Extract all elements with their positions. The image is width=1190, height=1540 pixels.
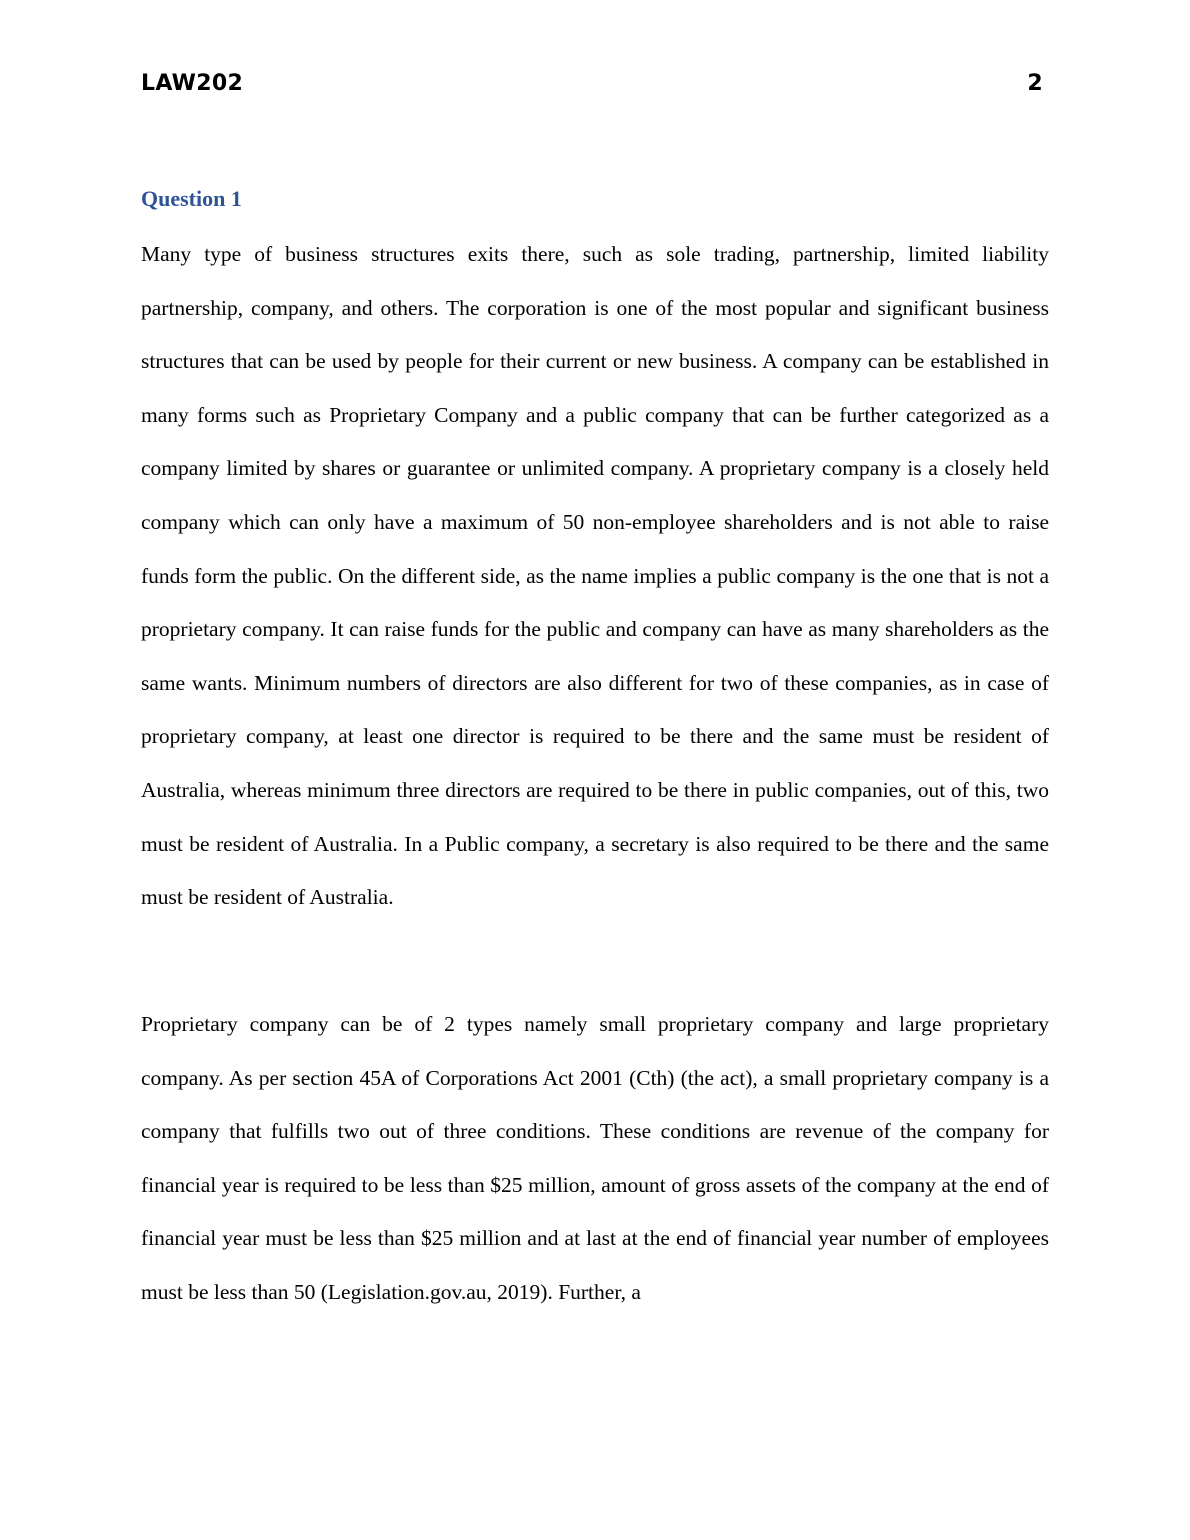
body-paragraph-2: Proprietary company can be of 2 types namely small proprietary company and large proprietary company. As per section 45A of Corporations Act 2001 (Cth) (the act), a small proprietary company is a company that fulfills two out of three conditions. These conditions are revenue of the company for financial year is required to be less than $25 million, amount of gross assets of the company at the end of financial year must be less than $25 million and at last at the end of financial year number of employees must be less than 50 (Legislation.gov.au, 2019). Further, a [141,1012,1049,1304]
page-number: 2 [1027,70,1043,96]
page-header [141,68,1043,98]
body-paragraph-1: Many type of business structures exits there, such as sole trading, partnership, limited liability partnership, company, and others. The corporation is one of the most popular and significant business structures that can be used by people for their current or new business. A company can be established in many forms such as Proprietary Company and a public company that can be further categorized as a company limited by shares or guarantee or unlimited company. A proprietary company is a closely held company which can only have a maximum of 50 non-employee shareholders and is not able to raise funds form the public. On the different side, as the name implies a public company is the one that is not a proprietary company. It can raise funds for the public and company can have as many shareholders as the same wants. Minimum numbers of directors are also different for two of these companies, as in case of proprietary company, at least one director is required to be there and the same must be resident of Australia, whereas minimum three directors are required to be there in public companies, out of this, two must be resident of Australia. In a Public company, a secretary is also required to be there and the same must be resident of Australia. [141,242,1049,910]
course-code: LAW202 [141,70,244,96]
section-heading: Question 1 [141,186,242,211]
